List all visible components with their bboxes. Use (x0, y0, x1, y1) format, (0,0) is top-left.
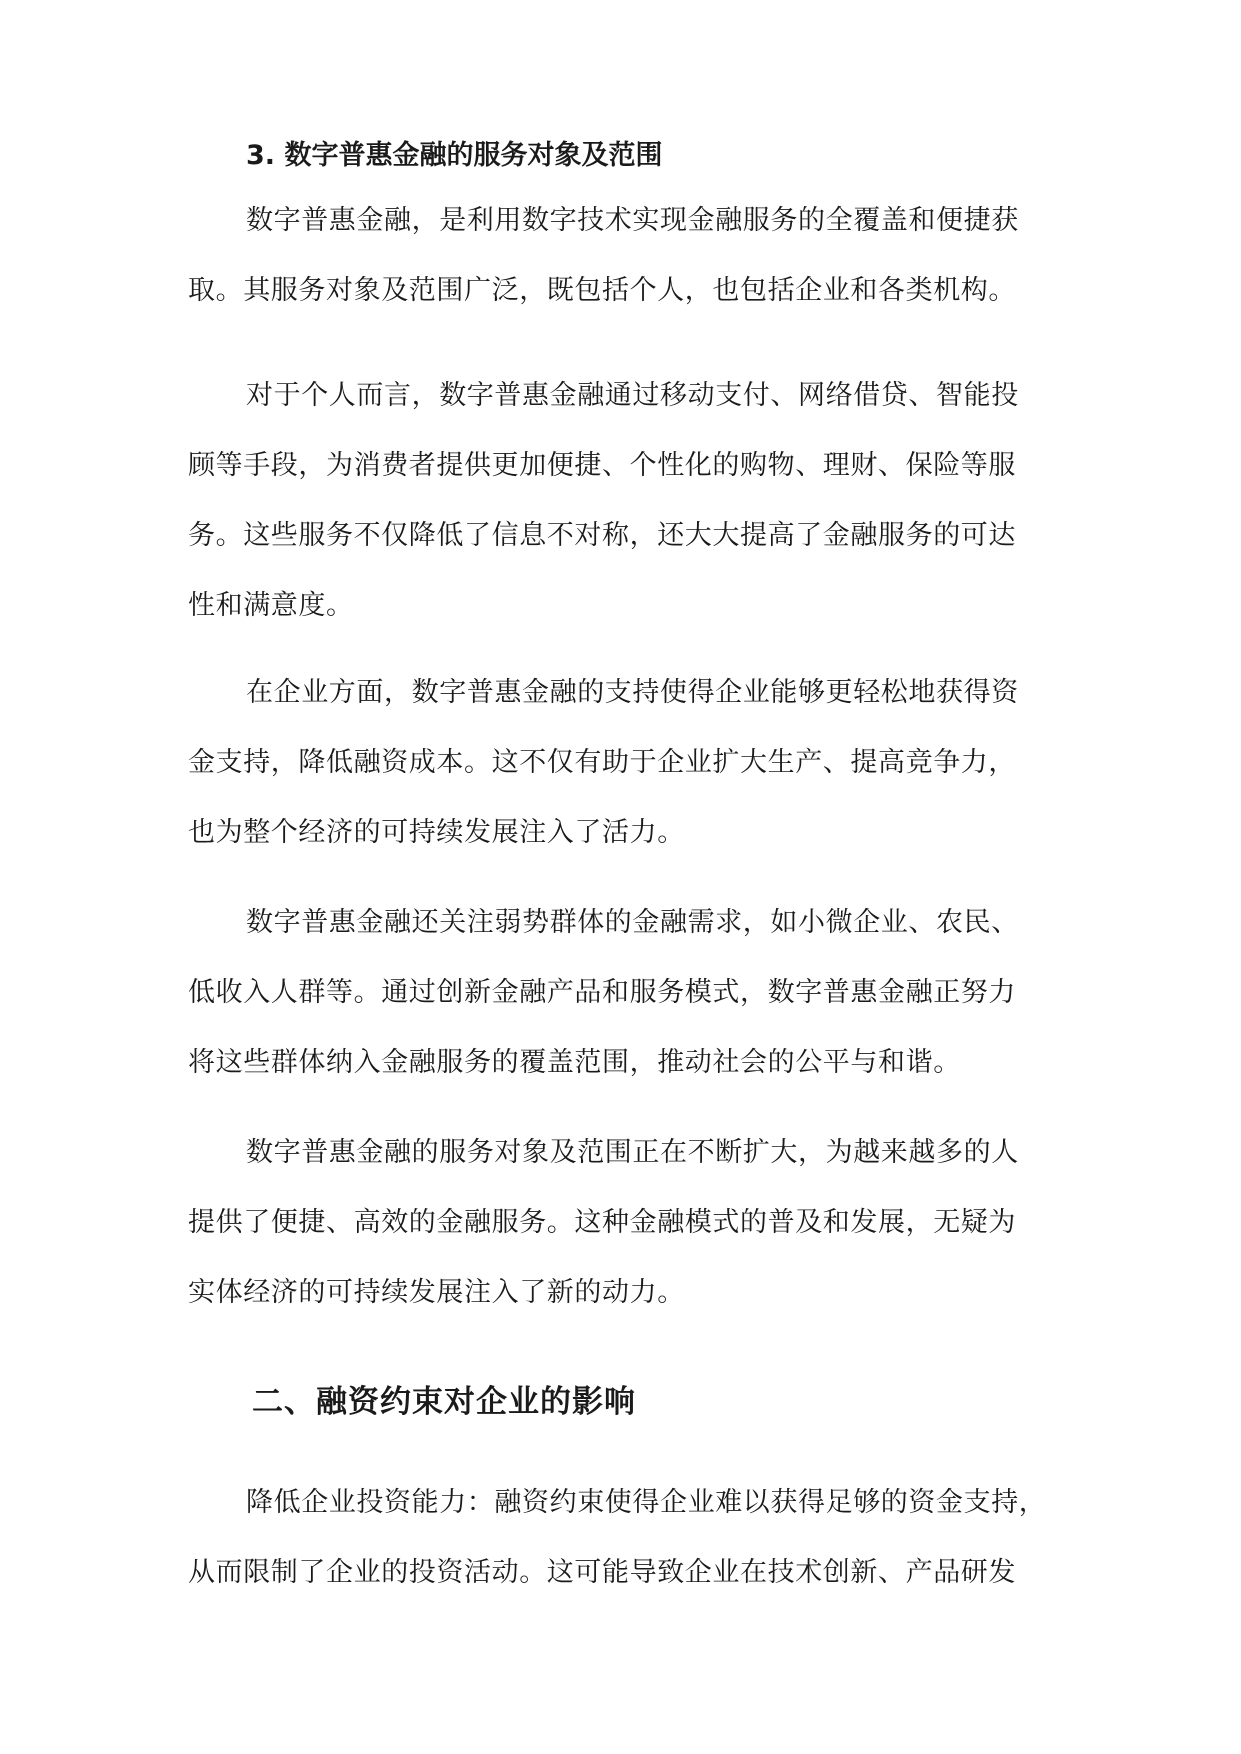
paragraph-line: 数字普惠金融还关注弱势群体的金融需求，如小微企业、农民、 (246, 907, 1019, 938)
paragraph-line: 低收入人群等。通过创新金融产品和服务模式，数字普惠金融正努力 (188, 977, 1016, 1008)
paragraph-line: 性和满意度。 (188, 590, 354, 621)
paragraph-line: 顾等手段，为消费者提供更加便捷、个性化的购物、理财、保险等服 (188, 450, 1016, 481)
paragraph-line: 务。这些服务不仅降低了信息不对称，还大大提高了金融服务的可达 (188, 520, 1016, 551)
paragraph-line: 也为整个经济的可持续发展注入了活力。 (188, 817, 685, 848)
paragraph-line: 数字普惠金融的服务对象及范围正在不断扩大，为越来越多的人 (246, 1137, 1019, 1168)
chapter-heading: 二、融资约束对企业的影响 (252, 1384, 636, 1420)
paragraph-line: 将这些群体纳入金融服务的覆盖范围，推动社会的公平与和谐。 (188, 1047, 961, 1078)
section-heading: 3. 数字普惠金融的服务对象及范围 (246, 140, 663, 171)
paragraph-line: 提供了便捷、高效的金融服务。这种金融模式的普及和发展，无疑为 (188, 1207, 1016, 1238)
paragraph-line: 降低企业投资能力：融资约束使得企业难以获得足够的资金支持， (246, 1487, 1047, 1518)
paragraph-line: 从而限制了企业的投资活动。这可能导致企业在技术创新、产品研发 (188, 1557, 1016, 1588)
paragraph-line: 在企业方面，数字普惠金融的支持使得企业能够更轻松地获得资 (246, 677, 1019, 708)
paragraph-line: 数字普惠金融，是利用数字技术实现金融服务的全覆盖和便捷获 (246, 205, 1019, 236)
paragraph-line: 对于个人而言，数字普惠金融通过移动支付、网络借贷、智能投 (246, 380, 1019, 411)
paragraph-line: 取。其服务对象及范围广泛，既包括个人，也包括企业和各类机构。 (188, 275, 1016, 306)
paragraph-line: 实体经济的可持续发展注入了新的动力。 (188, 1277, 685, 1308)
paragraph-line: 金支持，降低融资成本。这不仅有助于企业扩大生产、提高竞争力， (188, 747, 1016, 778)
